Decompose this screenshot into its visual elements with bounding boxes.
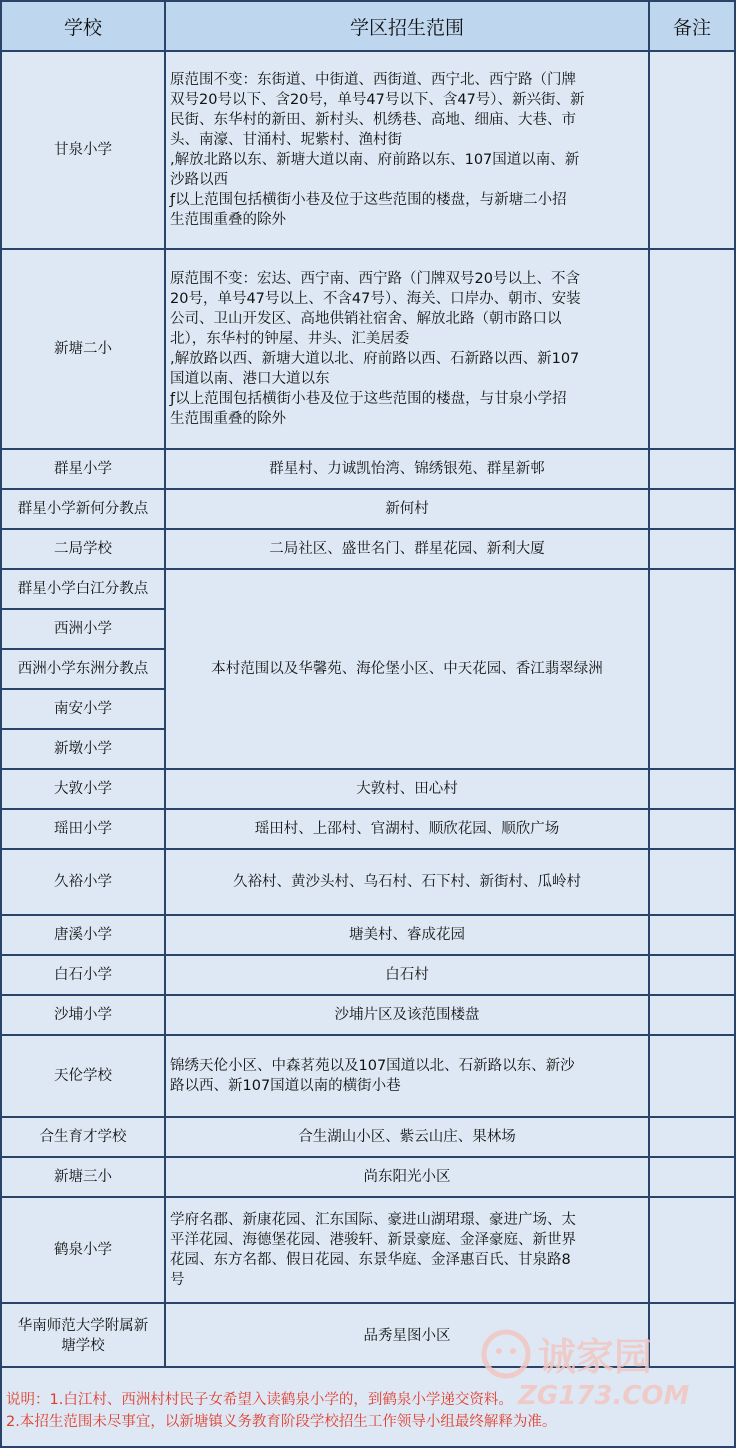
note-cell (650, 1118, 736, 1158)
header-note: 备注 (650, 0, 736, 52)
table-header-row (0, 0, 736, 52)
range-cell: 二局社区、盛世名门、群星花园、新利大厦 (166, 530, 650, 570)
table-row (0, 1304, 736, 1370)
school-name: 群星小学白江分教点 (0, 570, 166, 610)
school-name: 久裕小学 (0, 850, 166, 916)
range-cell: 白石村 (166, 956, 650, 996)
table-row (0, 916, 736, 956)
watermark-brand: 诚家园 (538, 1335, 653, 1379)
note-cell (650, 850, 736, 916)
note-cell (650, 770, 736, 810)
note-cell (650, 810, 736, 850)
note-cell (650, 530, 736, 570)
table-row (0, 530, 736, 570)
note-cell (650, 1304, 736, 1370)
footnote-2: 2.本招生范围未尽事宜，以新塘镇义务教育阶段学校招生工作领导小组最终解释为准。 (6, 1414, 557, 1430)
range-cell: 久裕村、黄沙头村、乌石村、石下村、新街村、瓜岭村 (166, 850, 650, 916)
note-cell (650, 250, 736, 450)
range-cell: 原范围不变：东街道、中街道、西街道、西宁北、西宁路（门牌 双号20号以下、含20号，单号47号以下、含47号）、新兴街、新 民街、东华村的新田、新村头、机绣巷、高地、细庙、大巷、市 头、南濠、甘涌村、坭紫村、渔村街 ,解放北路以东、新塘大道以南、府前路以东、107国道以南、新 沙路以西 ƒ以上范围包括横街小巷及位于这些范围的楼盘，与新塘二小招 生范围重叠的除外 (166, 52, 650, 250)
range-cell: 合生湖山小区、紫云山庄、果林场 (166, 1118, 650, 1158)
note-cell (650, 1198, 736, 1304)
table-row (0, 1198, 736, 1304)
footnotes (0, 1366, 736, 1448)
school-name: 二局学校 (0, 530, 166, 570)
note-cell (650, 1036, 736, 1118)
school-name: 新塘三小 (0, 1158, 166, 1198)
school-name: 新塘二小 (0, 250, 166, 450)
school-name: 甘泉小学 (0, 52, 166, 250)
table-row (0, 1158, 736, 1198)
note-cell (650, 52, 736, 250)
table-row (0, 770, 736, 810)
note-cell (650, 450, 736, 490)
note-cell (650, 916, 736, 956)
school-name: 群星小学 (0, 450, 166, 490)
range-cell: 瑶田村、上邵村、官湖村、顺欣花园、顺欣广场 (166, 810, 650, 850)
table-row (0, 850, 736, 916)
school-name: 瑶田小学 (0, 810, 166, 850)
table-row (0, 52, 736, 250)
table-row (0, 996, 736, 1036)
note-cell (650, 490, 736, 530)
range-cell: 锦绣天伦小区、中森茗苑以及107国道以北、石新路以东、新沙 路以西、新107国道以南的横街小巷 (166, 1036, 650, 1118)
range-cell: 新何村 (166, 490, 650, 530)
table-row (0, 1118, 736, 1158)
range-cell: 沙埔片区及该范围楼盘 (166, 996, 650, 1036)
table-row (0, 490, 736, 530)
header-range: 学区招生范围 (166, 0, 650, 52)
range-cell: 原范围不变：宏达、西宁南、西宁路（门牌双号20号以上、不含 20号，单号47号以上、不含47号）、海关、口岸办、朝市、安装 公司、卫山开发区、高地供销社宿舍、解放北路（朝市路口以 北），东华村的钟屋、井头、汇美居委 ,解放路以西、新塘大道以北、府前路以西、石新路以西、新107 国道以南、港口大道以东 ƒ以上范围包括横街小巷及位于这些范围的楼盘，与甘泉小学招 生范围重叠的除外 (166, 250, 650, 450)
school-name: 新墩小学 (0, 730, 166, 770)
header-school: 学校 (0, 0, 166, 52)
school-name: 西洲小学东洲分教点 (0, 650, 166, 690)
range-cell: 大敦村、田心村 (166, 770, 650, 810)
school-name: 南安小学 (0, 690, 166, 730)
school-name: 鹤泉小学 (0, 1198, 166, 1304)
footnote-1: 说明：1.白江村、西洲村村民子女希望入读鹤泉小学的，到鹤泉小学递交资料。 (6, 1392, 513, 1408)
table-row (0, 570, 736, 610)
note-cell (650, 1158, 736, 1198)
range-cell: 学府名郡、新康花园、汇东国际、豪进山湖珺璟、豪进广场、太 平洋花园、海德堡花园、港骏轩、新景豪庭、金泽豪庭、新世界 花园、东方名都、假日花园、东景华庭、金泽惠百氏、甘泉路8 号 (166, 1198, 650, 1304)
range-cell: 塘美村、睿成花园 (166, 916, 650, 956)
note-cell (650, 570, 736, 770)
table-row (0, 810, 736, 850)
table-row (0, 1036, 736, 1118)
table-row (0, 450, 736, 490)
school-name: 大敦小学 (0, 770, 166, 810)
range-cell: 群星村、力诚凯怡湾、锦绣银苑、群星新邨 (166, 450, 650, 490)
school-name: 天伦学校 (0, 1036, 166, 1118)
school-name: 群星小学新何分教点 (0, 490, 166, 530)
note-cell (650, 956, 736, 996)
table-row (0, 956, 736, 996)
range-cell: 尚东阳光小区 (166, 1158, 650, 1198)
note-cell (650, 996, 736, 1036)
school-name: 华南师范大学附属新 塘学校 (0, 1304, 166, 1370)
school-name: 合生育才学校 (0, 1118, 166, 1158)
school-name: 西洲小学 (0, 610, 166, 650)
range-cell: 本村范围以及华馨苑、海伦堡小区、中天花园、香江翡翠绿洲 (166, 570, 650, 770)
school-name: 白石小学 (0, 956, 166, 996)
range-cell: 品秀星图小区 (166, 1304, 650, 1370)
school-name: 唐溪小学 (0, 916, 166, 956)
table-row (0, 250, 736, 450)
school-name: 沙埔小学 (0, 996, 166, 1036)
watermark-url: ZG173.COM (518, 1381, 690, 1411)
